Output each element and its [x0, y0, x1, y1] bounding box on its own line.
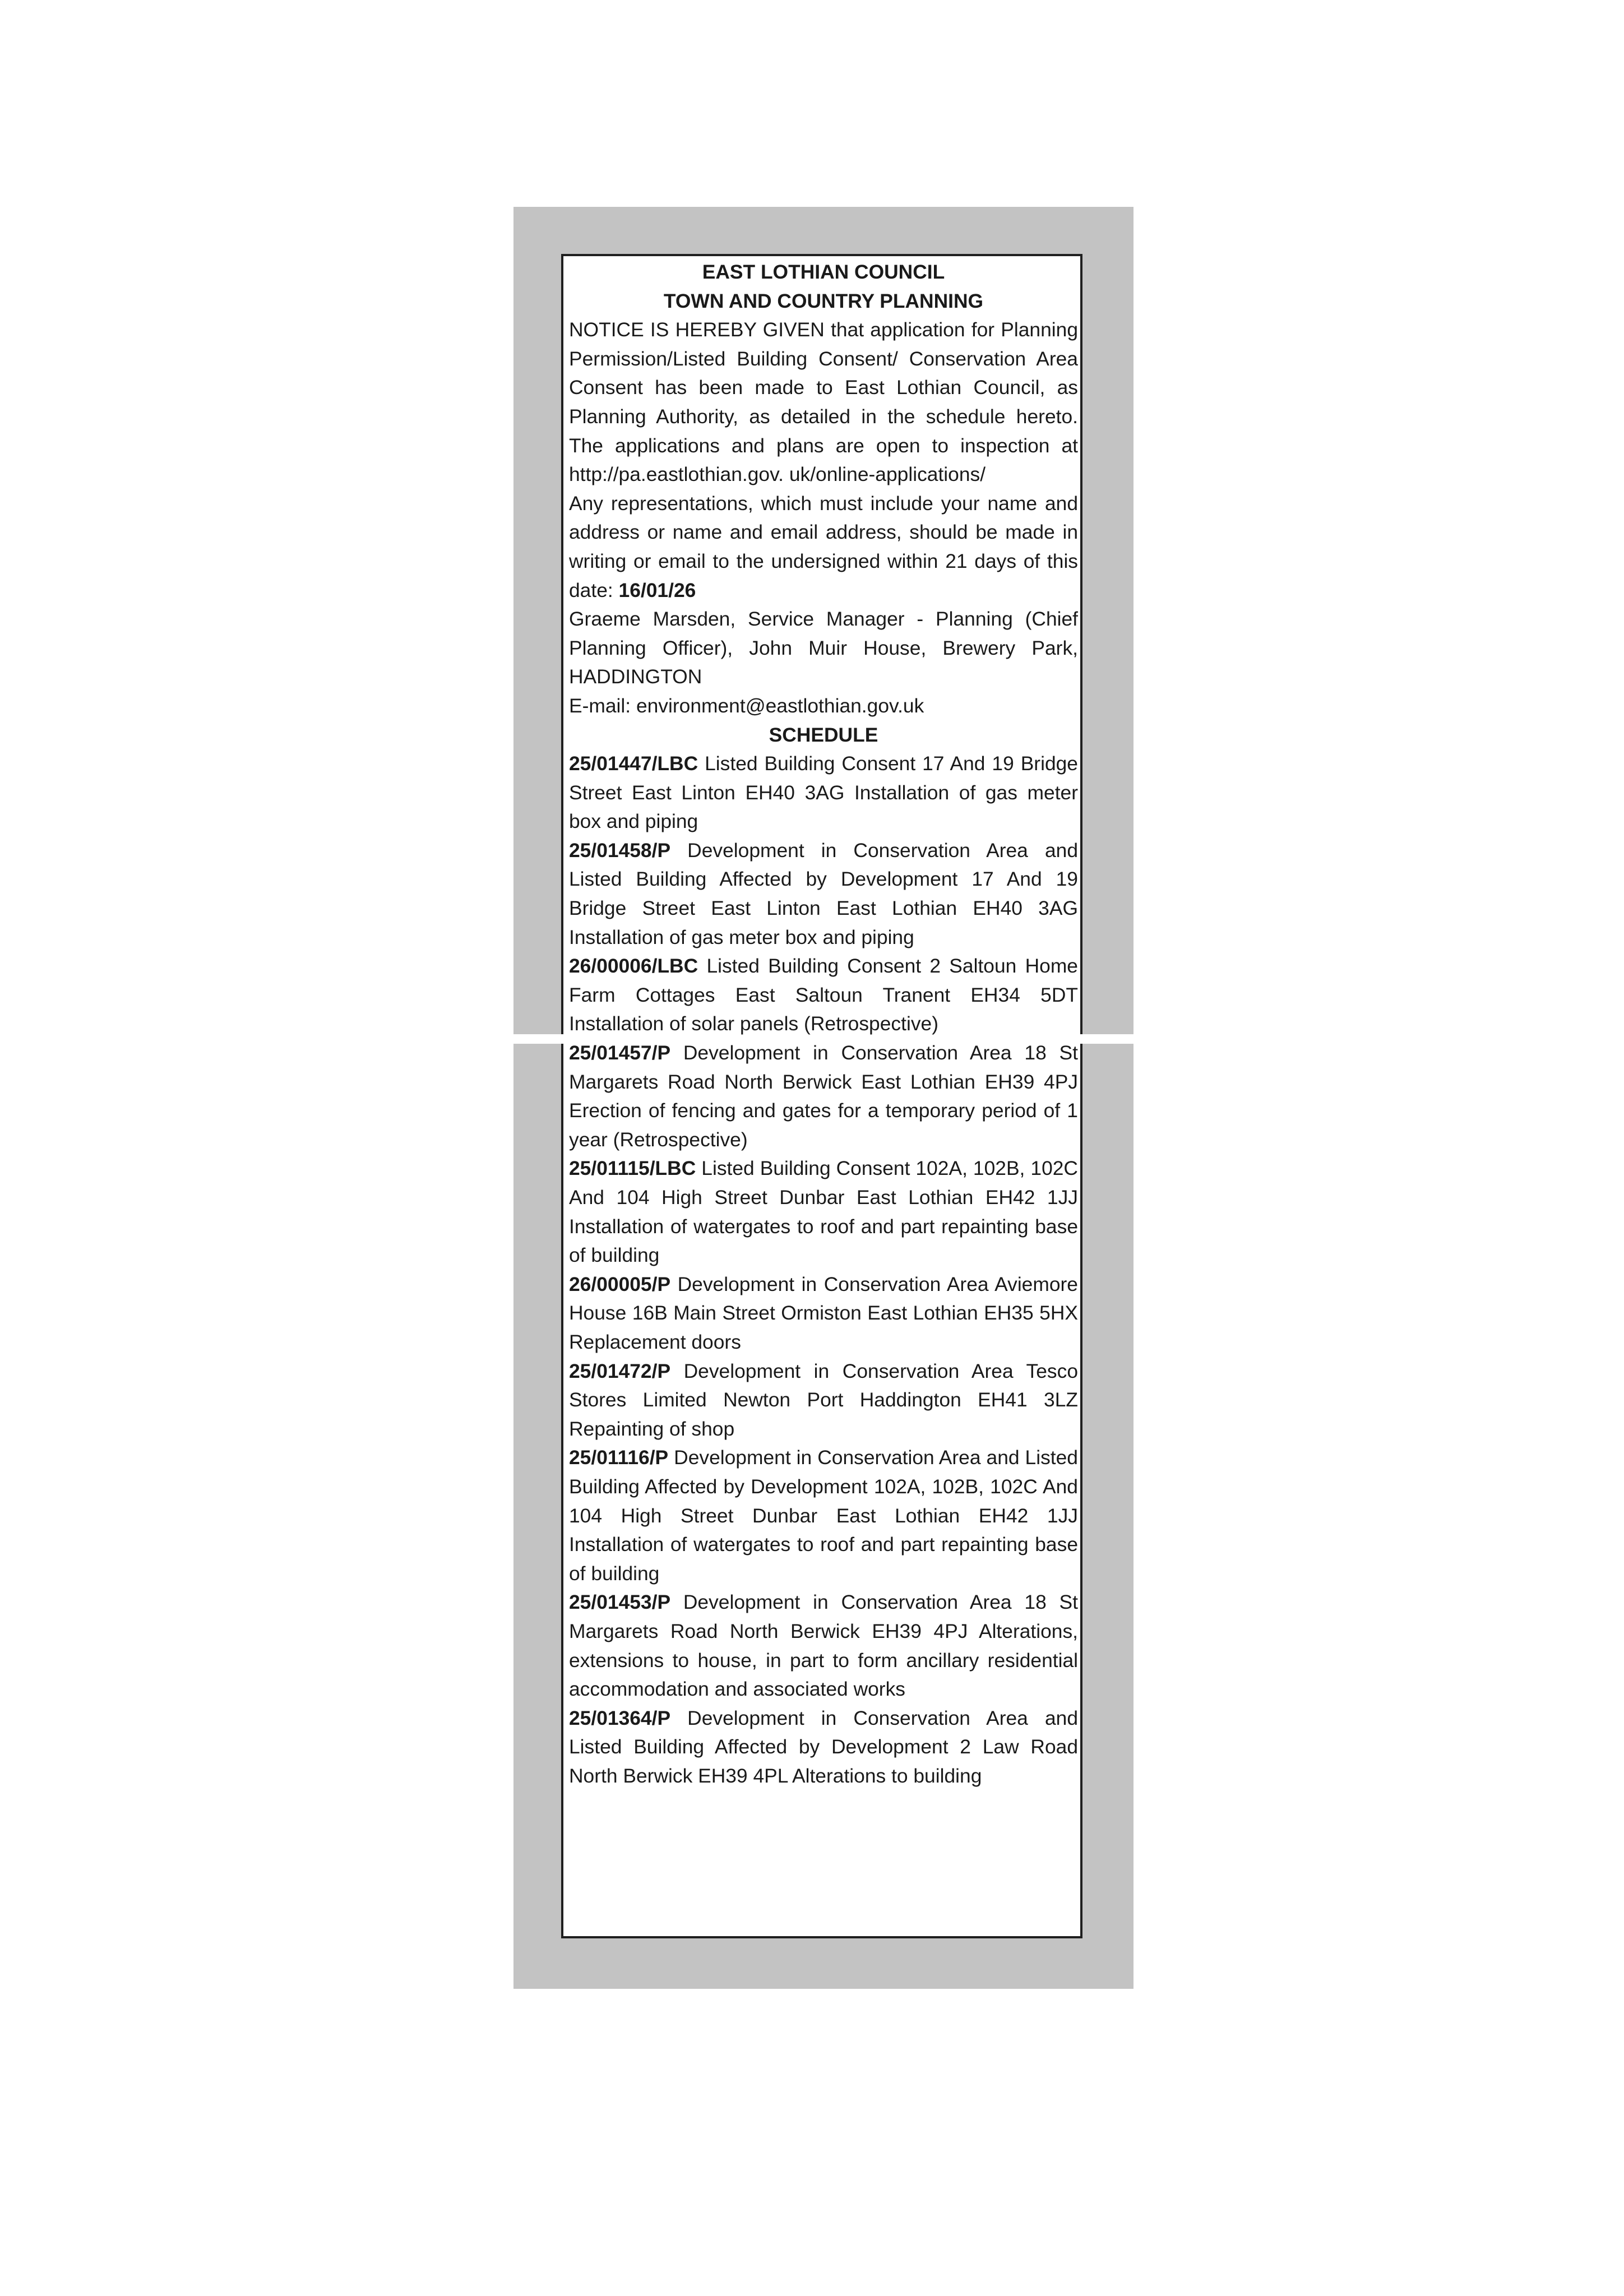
application-reference: 25/01364/P: [569, 1706, 671, 1729]
schedule-item: [569, 1039, 1078, 1154]
notice-intro: NOTICE IS HEREBY GIVEN that application for Planning Permission/Listed Building Consent/ Conservation Area Consent has been made to East Lothian Council, as Planning Authority, as detailed in the schedule hereto. The applications and plans are open to inspection at http://pa.eastlothian.gov. uk/online-applications/: [569, 318, 1078, 486]
schedule-heading: SCHEDULE: [769, 723, 878, 746]
application-description: Development in Conservation Area Tesco Stores Limited Newton Port Haddington EH41 3LZ Repainting of shop: [569, 1359, 1078, 1440]
application-reference: 25/01458/P: [569, 839, 671, 862]
application-reference: 26/00005/P: [569, 1272, 671, 1295]
schedule-item: [569, 1588, 1078, 1704]
application-description: Development in Conservation Area 18 St Margarets Road North Berwick EH39 4PJ Alterations, extensions to house, in part to form ancillary residential accommodation and associated works: [569, 1591, 1078, 1701]
schedule-item: [569, 1443, 1078, 1588]
representations-text: Any representations, which must include your name and address or name and email address, should be made in writing or email to the undersigned within 21 days of this date:: [569, 492, 1078, 601]
schedule-item: [569, 1704, 1078, 1791]
schedule-item: [569, 836, 1078, 952]
application-reference: 26/00006/LBC: [569, 955, 698, 978]
schedule-item: [569, 952, 1078, 1039]
public-notice: [569, 258, 1078, 1790]
application-description: Development in Conservation Area Aviemore House 16B Main Street Ormiston East Lothian EH35 5HX Replacement doors: [569, 1272, 1078, 1353]
application-description: Development in Conservation Area and Listed Building Affected by Development 17 And 19 Bridge Street East Linton East Lothian EH40 3AG Installation of gas meter box and piping: [569, 839, 1078, 948]
application-description: Listed Building Consent 102A, 102B, 102C And 104 High Street Dunbar East Lothian EH42 1JJ Installation of watergates to roof and part repainting base of building: [569, 1157, 1078, 1267]
officer-details: Graeme Marsden, Service Manager - Planning (Chief Planning Officer), John Muir House, Brewery Park, HADDINGTON: [569, 608, 1078, 688]
council-heading: EAST LOTHIAN COUNCIL: [702, 261, 945, 283]
application-reference: 25/01115/LBC: [569, 1157, 696, 1180]
application-description: Listed Building Consent 2 Saltoun Home Farm Cottages East Saltoun Tranent EH34 5DT Installation of solar panels (Retrospective): [569, 955, 1078, 1035]
representations-paragraph: [569, 489, 1078, 605]
application-reference: 25/01116/P: [569, 1446, 669, 1469]
application-reference: 25/01453/P: [569, 1591, 671, 1614]
application-description: Development in Conservation Area and Listed Building Affected by Development 2 Law Road North Berwick EH39 4PL Alterations to building: [569, 1706, 1078, 1787]
application-reference: 25/01447/LBC: [569, 752, 698, 775]
schedule-item: [569, 1154, 1078, 1270]
planning-heading: TOWN AND COUNTRY PLANNING: [663, 289, 984, 312]
application-reference: 25/01457/P: [569, 1041, 671, 1064]
application-description: Development in Conservation Area 18 St Margarets Road North Berwick East Lothian EH39 4PJ Erection of fencing and gates for a temporary period of 1 year (Retrospective): [569, 1041, 1078, 1151]
application-description: Development in Conservation Area and Listed Building Affected by Development 102A, 102B, 102C And 104 High Street Dunbar East Lothian EH42 1JJ Installation of watergates to roof and part repainting base of building: [569, 1446, 1078, 1585]
notice-date: 16/01/26: [618, 578, 696, 601]
contact-email: E-mail: environment@eastlothian.gov.uk: [569, 694, 924, 717]
application-reference: 25/01472/P: [569, 1359, 671, 1382]
schedule-item: [569, 1357, 1078, 1444]
schedule-item: [569, 1270, 1078, 1357]
schedule-item: [569, 749, 1078, 836]
application-description: Listed Building Consent 17 And 19 Bridge Street East Linton EH40 3AG Installation of gas meter box and piping: [569, 752, 1078, 833]
